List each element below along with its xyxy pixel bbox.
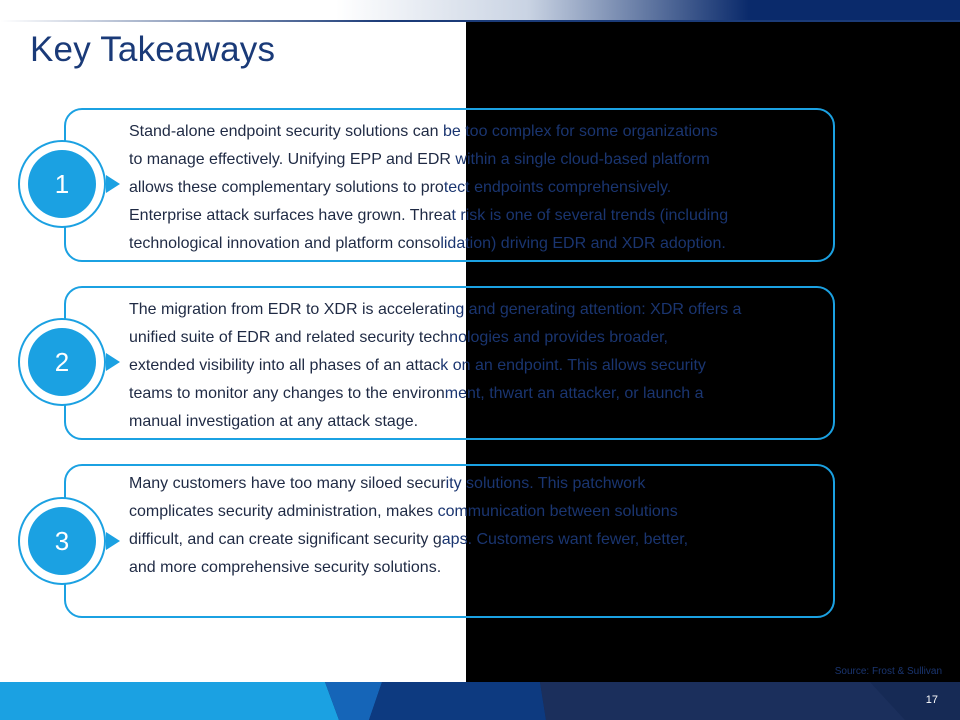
number-badge-3 bbox=[18, 497, 106, 585]
takeaway-text-3 bbox=[129, 470, 789, 582]
text-line: allows these complementary solutions to protect endpoints comprehensively. bbox=[129, 179, 672, 196]
text-line: The migration from EDR to XDR is accelerating and generating attention: XDR offers a bbox=[129, 301, 742, 318]
text-line: Enterprise attack surfaces have grown. Threat risk is one of several trends (including bbox=[129, 207, 729, 224]
number-badge-1 bbox=[18, 140, 106, 228]
text-line: difficult, and can create significant security gaps. Customers want fewer, better, bbox=[129, 531, 689, 548]
badge-number-3: 3 bbox=[28, 507, 96, 575]
text-line: extended visibility into all phases of an attack on an endpoint. This allows security bbox=[129, 357, 706, 374]
text-line: Stand-alone endpoint security solutions can be too complex for some organizations bbox=[129, 123, 718, 140]
takeaway-text-1 bbox=[129, 118, 789, 258]
text-line: complicates security administration, makes communication between solutions bbox=[129, 503, 678, 520]
footer-band bbox=[0, 682, 960, 720]
page-title: Key Takeaways bbox=[30, 30, 276, 69]
text-line: manual investigation at any attack stage. bbox=[129, 413, 419, 430]
text-line: to manage effectively. Unifying EPP and EDR within a single cloud-based platform bbox=[129, 151, 710, 168]
text-line: teams to monitor any changes to the environment, thwart an attacker, or launch a bbox=[129, 385, 704, 402]
text-line: technological innovation and platform consolidation) driving EDR and XDR adoption. bbox=[129, 235, 726, 252]
top-rule bbox=[0, 0, 960, 22]
pointer-arrow-icon bbox=[106, 175, 120, 193]
pointer-arrow-icon bbox=[106, 353, 120, 371]
source-note: Source: Frost & Sullivan bbox=[834, 666, 942, 677]
takeaway-text-2 bbox=[129, 296, 789, 436]
text-line: and more comprehensive security solutions. bbox=[129, 559, 442, 576]
number-badge-2 bbox=[18, 318, 106, 406]
page-number: 17 bbox=[925, 694, 938, 706]
text-line: Many customers have too many siloed security solutions. This patchwork bbox=[129, 475, 646, 492]
badge-number-1: 1 bbox=[28, 150, 96, 218]
badge-number-2: 2 bbox=[28, 328, 96, 396]
text-line: unified suite of EDR and related security technologies and provides broader, bbox=[129, 329, 668, 346]
pointer-arrow-icon bbox=[106, 532, 120, 550]
